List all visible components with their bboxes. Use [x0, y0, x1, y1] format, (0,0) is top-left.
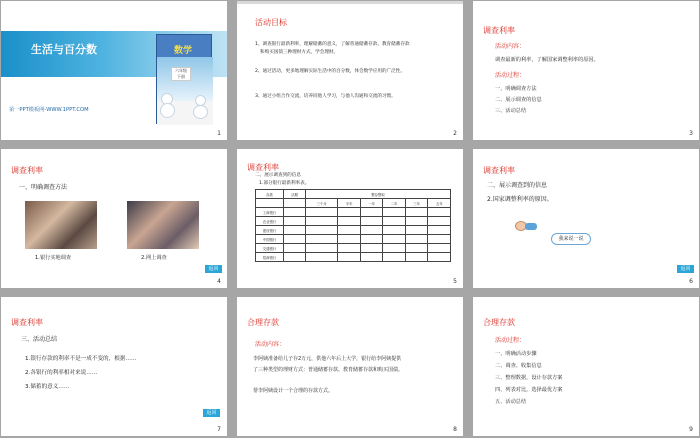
goal-item-2: 2、通过活动，更多地理解实际生活中的百分数，体会数学应用的广泛性。 [255, 69, 405, 74]
slide-number: 2 [453, 130, 457, 137]
interest-rate-table [255, 189, 451, 262]
process-item-5: 五、活动总结 [495, 399, 527, 405]
table-row: 农业银行 [256, 217, 451, 226]
table-row: 三个月 半年 一年 二年 三年 五年 [256, 199, 451, 208]
slide-thumbnail-1[interactable] [1, 1, 227, 140]
slide-thumbnail-9[interactable] [473, 297, 699, 436]
content-line-1: 李阿姨准备给儿子存2万元，供他六年后上大学，银行给李阿姨提供 [253, 356, 402, 362]
slide-number: 1 [217, 130, 221, 137]
summary-item-1: 1.银行存款的利率不是一成不变的，根据…… [25, 356, 137, 362]
slide-number: 8 [453, 426, 457, 433]
slide-title: 调查利率 [11, 318, 43, 327]
slide-number: 9 [689, 426, 693, 433]
slide-number: 5 [453, 278, 457, 285]
slide-number: 7 [217, 426, 221, 433]
slide-thumbnail-4[interactable] [1, 149, 227, 288]
process-item-2: 二、展示调查的信息 [495, 97, 542, 103]
slide-title: 合理存款 [483, 318, 515, 327]
section-sub: 2.国家调整利率的原因。 [487, 196, 553, 203]
textbook-cover-image [156, 34, 212, 124]
section-heading: 二、展示调查到的信息 [487, 182, 548, 189]
content-line-2: 了三种类型的理财方式：普通储蓄存款、教育储蓄存款和购买国债。 [253, 367, 404, 373]
slide-thumbnail-2[interactable] [237, 1, 463, 140]
slide-title: 调查利率 [483, 166, 515, 175]
cartoon-character-icon [515, 219, 537, 233]
back-button[interactable]: 返回 [677, 265, 694, 273]
slide-thumbnail-3[interactable] [473, 1, 699, 140]
back-button[interactable]: 返回 [205, 265, 222, 273]
photo-caption-1: 1.银行实地调查 [35, 255, 72, 261]
slide-thumbnail-6[interactable] [473, 149, 699, 288]
slide-number: 4 [217, 278, 221, 285]
table-row: 建设银行 [256, 226, 451, 235]
slide-thumbnail-7[interactable] [1, 297, 227, 436]
process-label: 活动过程： [495, 72, 526, 79]
process-item-3: 三、整理数据，设计存款方案 [495, 375, 563, 381]
table-row: 工商银行 [256, 208, 451, 217]
cover-title: 生活与百分数 [31, 43, 97, 56]
slide-title: 活动目标 [255, 18, 287, 27]
table-row: 中国银行 [256, 235, 451, 244]
table-row: 招商银行 [256, 253, 451, 262]
table-row: 存款 活期 整存整取 [256, 190, 451, 199]
slide-title: 调查利率 [483, 26, 515, 35]
process-item-1: 一、明确活动步骤 [495, 351, 537, 357]
cover-subtitle: 第一PPT模板网-WWW.1PPT.COM [9, 107, 89, 113]
back-button[interactable]: 返回 [203, 409, 220, 417]
section-heading: 二、展示调查到的信息 [255, 173, 301, 178]
photo-caption-2: 2.网上调查 [141, 255, 167, 261]
section-heading: 一、明确调查方法 [19, 184, 68, 191]
goal-item-1: 1、调查银行最新利率，理解储蓄的意义，了解普通储蓄存款、教育储蓄存款 [255, 42, 410, 47]
process-item-2: 二、调查、收集信息 [495, 363, 542, 369]
online-survey-photo [127, 201, 199, 249]
slide-number: 3 [689, 130, 693, 137]
slide-title: 调查利率 [247, 163, 279, 172]
goal-item-3: 3、通过小组合作交流，培养同他人学习，与他人沟通和交流的习惯。 [255, 94, 396, 99]
content-text: 调查最新的利率，了解国家调整利率的原因。 [495, 57, 599, 63]
content-label: 活动内容： [255, 341, 286, 348]
book-grade-label: 六年级 下册 [171, 67, 191, 81]
speech-bubble: 我来说一说 [551, 233, 591, 245]
process-item-4: 四、列表对比，选择最优方案 [495, 387, 563, 393]
table-row: 交通银行 [256, 244, 451, 253]
table-caption: 1.部分银行最新利率表。 [259, 181, 310, 186]
summary-item-3: 3.储蓄的意义…… [25, 384, 70, 390]
process-label: 活动过程： [495, 337, 526, 344]
slide-number: 6 [689, 278, 693, 285]
summary-item-2: 2.各银行的利率相对来说…… [25, 370, 98, 376]
content-label: 活动内容： [495, 43, 526, 50]
content-line-3: 帮李阿姨设计一个合理的存款方式。 [253, 388, 334, 394]
slide-thumbnail-5[interactable] [237, 149, 463, 288]
section-heading: 三、活动总结 [21, 336, 58, 343]
bank-survey-photo [25, 201, 97, 249]
slide-thumbnail-8[interactable] [237, 297, 463, 436]
process-item-1: 一、明确调查方法 [495, 86, 537, 92]
book-title: 数学 [174, 46, 193, 56]
goal-item-1-cont: 和购买国债三种理财方式，学会理财。 [260, 50, 339, 55]
slide-title: 合理存款 [247, 318, 279, 327]
process-item-3: 三、活动总结 [495, 108, 527, 114]
slide-title: 调查利率 [11, 166, 43, 175]
